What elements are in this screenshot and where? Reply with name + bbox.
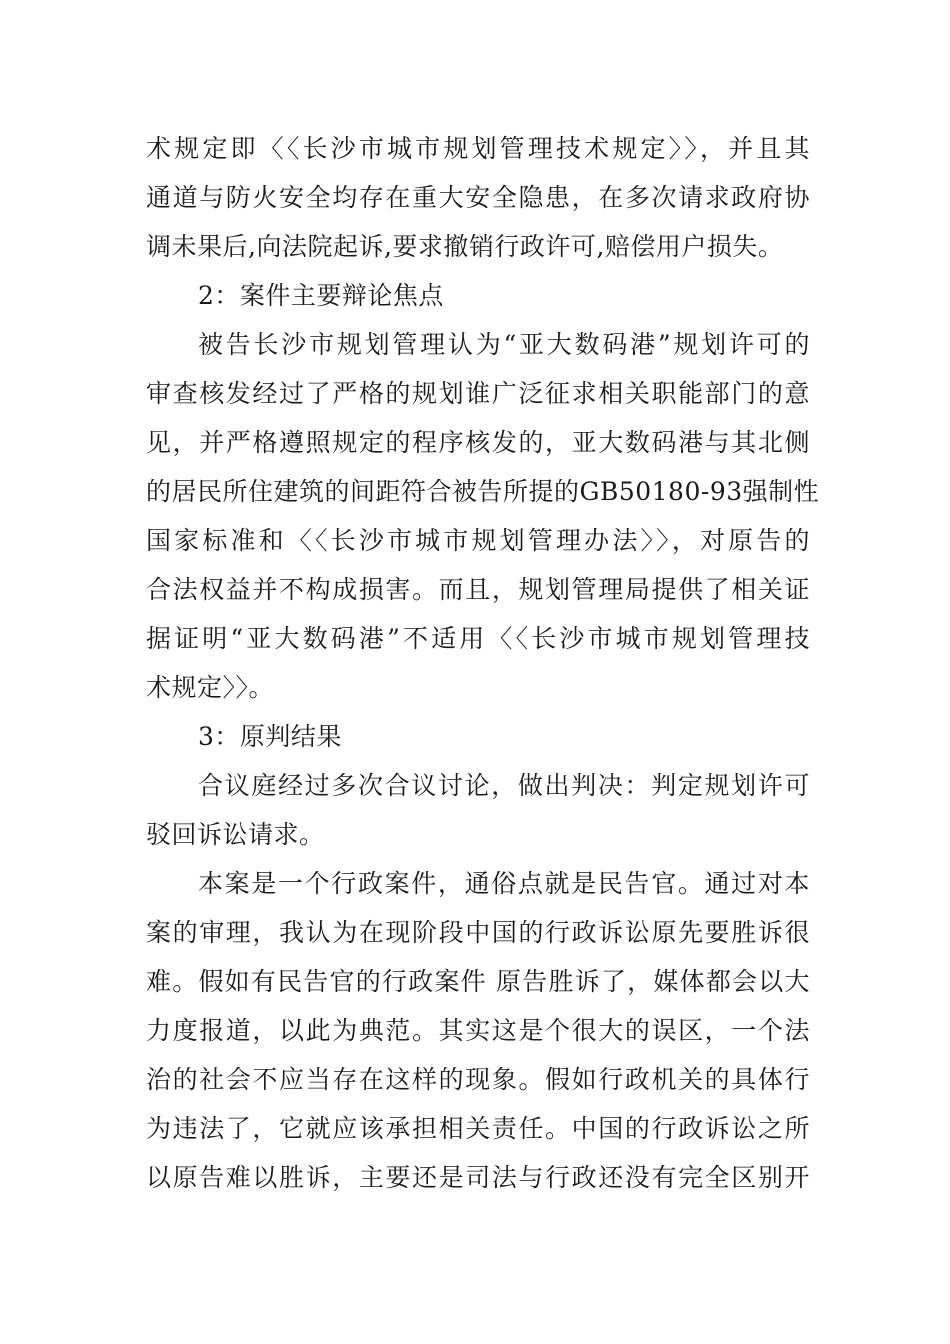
text-line: 审查核发经过了严格的规划谁广泛征求相关职能部门的意 xyxy=(146,379,810,408)
text-line: 的居民所住建筑的间距符合被告所提的GB50180-93强制性 xyxy=(146,477,820,506)
text-line: 治的社会不应当存在这样的现象。假如行政机关的具体行 xyxy=(146,1065,810,1094)
text-line: 调未果后,向法院起诉,要求撤销行政许可,赔偿用户损失。 xyxy=(146,232,784,261)
text-line: 驳回诉讼请求。 xyxy=(146,820,325,849)
text-line: 案的审理，我认为在现阶段中国的行政诉讼原先要胜诉很 xyxy=(146,918,810,947)
section-heading: 2：案件主要辩论焦点 xyxy=(198,281,444,310)
text-line: 术规定〉〉。 xyxy=(146,673,275,702)
text-line: 合议庭经过多次合议讨论，做出判决：判定规划许可 xyxy=(198,771,810,800)
text-line: 据证明“亚大数码港”不适用〈〈长沙市城市规划管理技 xyxy=(146,624,810,653)
text-line: 为违法了，它就应该承担相关责任。中国的行政诉讼之所 xyxy=(146,1114,810,1143)
text-line: 以原告难以胜诉，主要还是司法与行政还没有完全区别开 xyxy=(146,1163,810,1192)
text-line: 难。假如有民告官的行政案件 原告胜诉了，媒体都会以大 xyxy=(146,967,810,996)
section-heading: 3：原判结果 xyxy=(198,722,342,751)
text-line: 通道与防火安全均存在重大安全隐患，在多次请求政府协 xyxy=(146,183,810,212)
text-line: 国家标准和〈〈长沙市城市规划管理办法〉〉，对原告的 xyxy=(146,526,810,555)
text-line: 被告长沙市规划管理认为“亚大数码港”规划许可的 xyxy=(198,330,810,359)
text-line: 见，并严格遵照规定的程序核发的，亚大数码港与其北侧 xyxy=(146,428,810,457)
document-body xyxy=(146,124,820,1202)
text-line: 术规定即〈〈长沙市城市规划管理技术规定〉〉，并且其 xyxy=(146,134,810,163)
text-line: 力度报道，以此为典范。其实这是个很大的误区，一个法 xyxy=(146,1016,810,1045)
text-line: 合法权益并不构成损害。而且，规划管理局提供了相关证 xyxy=(146,575,810,604)
text-line: 本案是一个行政案件，通俗点就是民告官。通过对本 xyxy=(198,869,810,898)
